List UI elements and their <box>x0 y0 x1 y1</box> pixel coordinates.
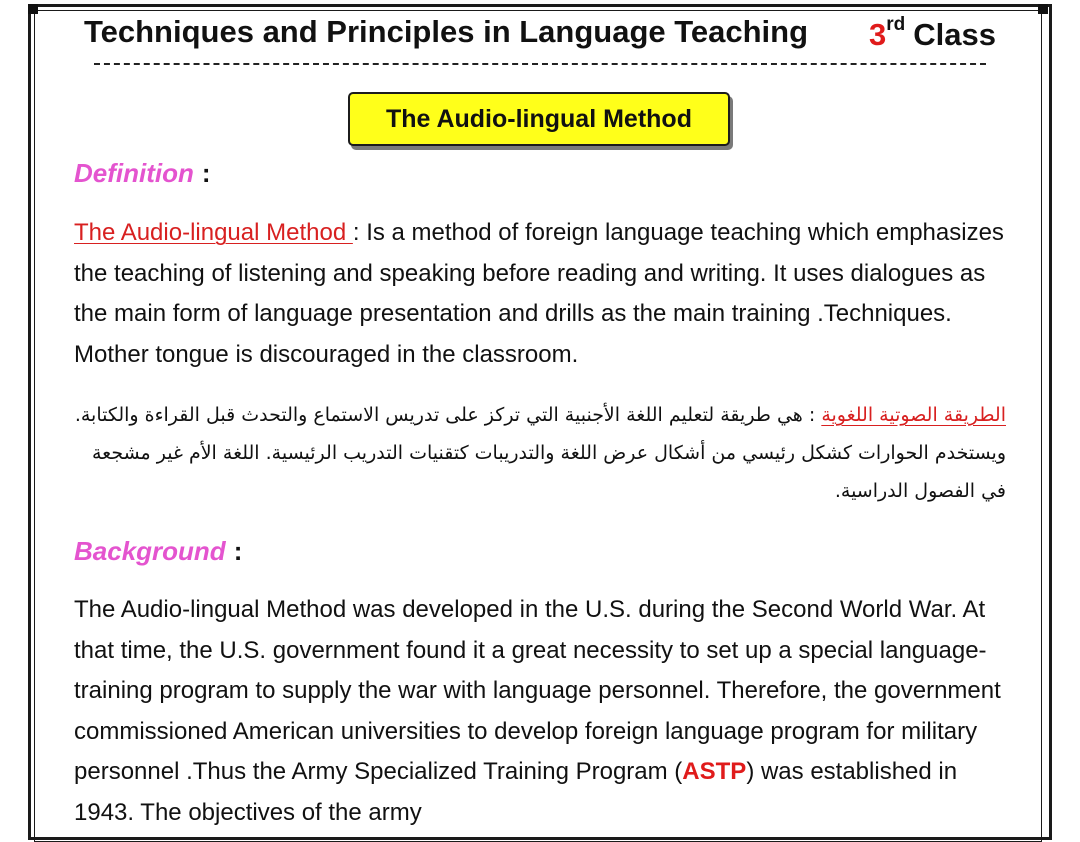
class-number: 3 <box>869 17 887 52</box>
document-header <box>84 14 1004 54</box>
corner-ornament <box>28 4 38 14</box>
background-heading-text: Background <box>74 536 226 566</box>
course-title: Techniques and Principles in Language Teaching <box>84 14 809 49</box>
class-word: Class <box>913 17 996 52</box>
background-text-before: The Audio-lingual Method was developed in the U.S. during the Second World War. At that time, the U.S. government found it a great necessity to set up a special language-training program to supply the war with language personnel. Therefore, the government commissioned American universities to develop foreign language program for military personnel .Thus the Army Specialized Training Program ( <box>74 596 1001 785</box>
background-paragraph <box>74 590 1004 833</box>
background-text-after: ) was established in 1943. The objectives of the army <box>74 758 958 826</box>
astp-acronym: ASTP <box>682 758 747 785</box>
arabic-term: الطريقة الصوتية اللغوية <box>821 404 1006 426</box>
class-suffix: rd <box>886 14 906 35</box>
definition-paragraph <box>74 213 1004 375</box>
class-label <box>869 14 996 53</box>
arabic-text: : هي طريقة لتعليم اللغة الأجنبية التي تركز على تدريس الاستماع والتحدث قبل القراءة والكتابة. ويستخدم الحوارات كشكل رئيسي من أشكال عرض اللغة والتدريبات كتقنيات التدريب الرئيسية. اللغة الأم غير مشجعة في الفصول الدراسية. <box>74 404 1006 502</box>
arabic-definition-paragraph <box>74 396 1006 510</box>
definition-heading <box>74 158 211 189</box>
background-heading <box>74 536 242 567</box>
section-title-box <box>348 92 730 146</box>
definition-text: : Is a method of foreign language teaching which emphasizes the teaching of listening and speaking before reading and writing. It uses dialogues as the main form of language presentation and drills as the main training .Techniques. Mother tongue is discouraged in the classroom. <box>74 219 1004 368</box>
definition-heading-colon: : <box>201 158 211 188</box>
background-heading-colon: : <box>233 536 243 566</box>
definition-term: The Audio-lingual Method <box>74 219 353 246</box>
section-title: The Audio-lingual Method <box>386 104 692 133</box>
definition-heading-text: Definition <box>74 158 194 188</box>
corner-ornament <box>1038 4 1048 14</box>
header-divider <box>94 63 986 65</box>
